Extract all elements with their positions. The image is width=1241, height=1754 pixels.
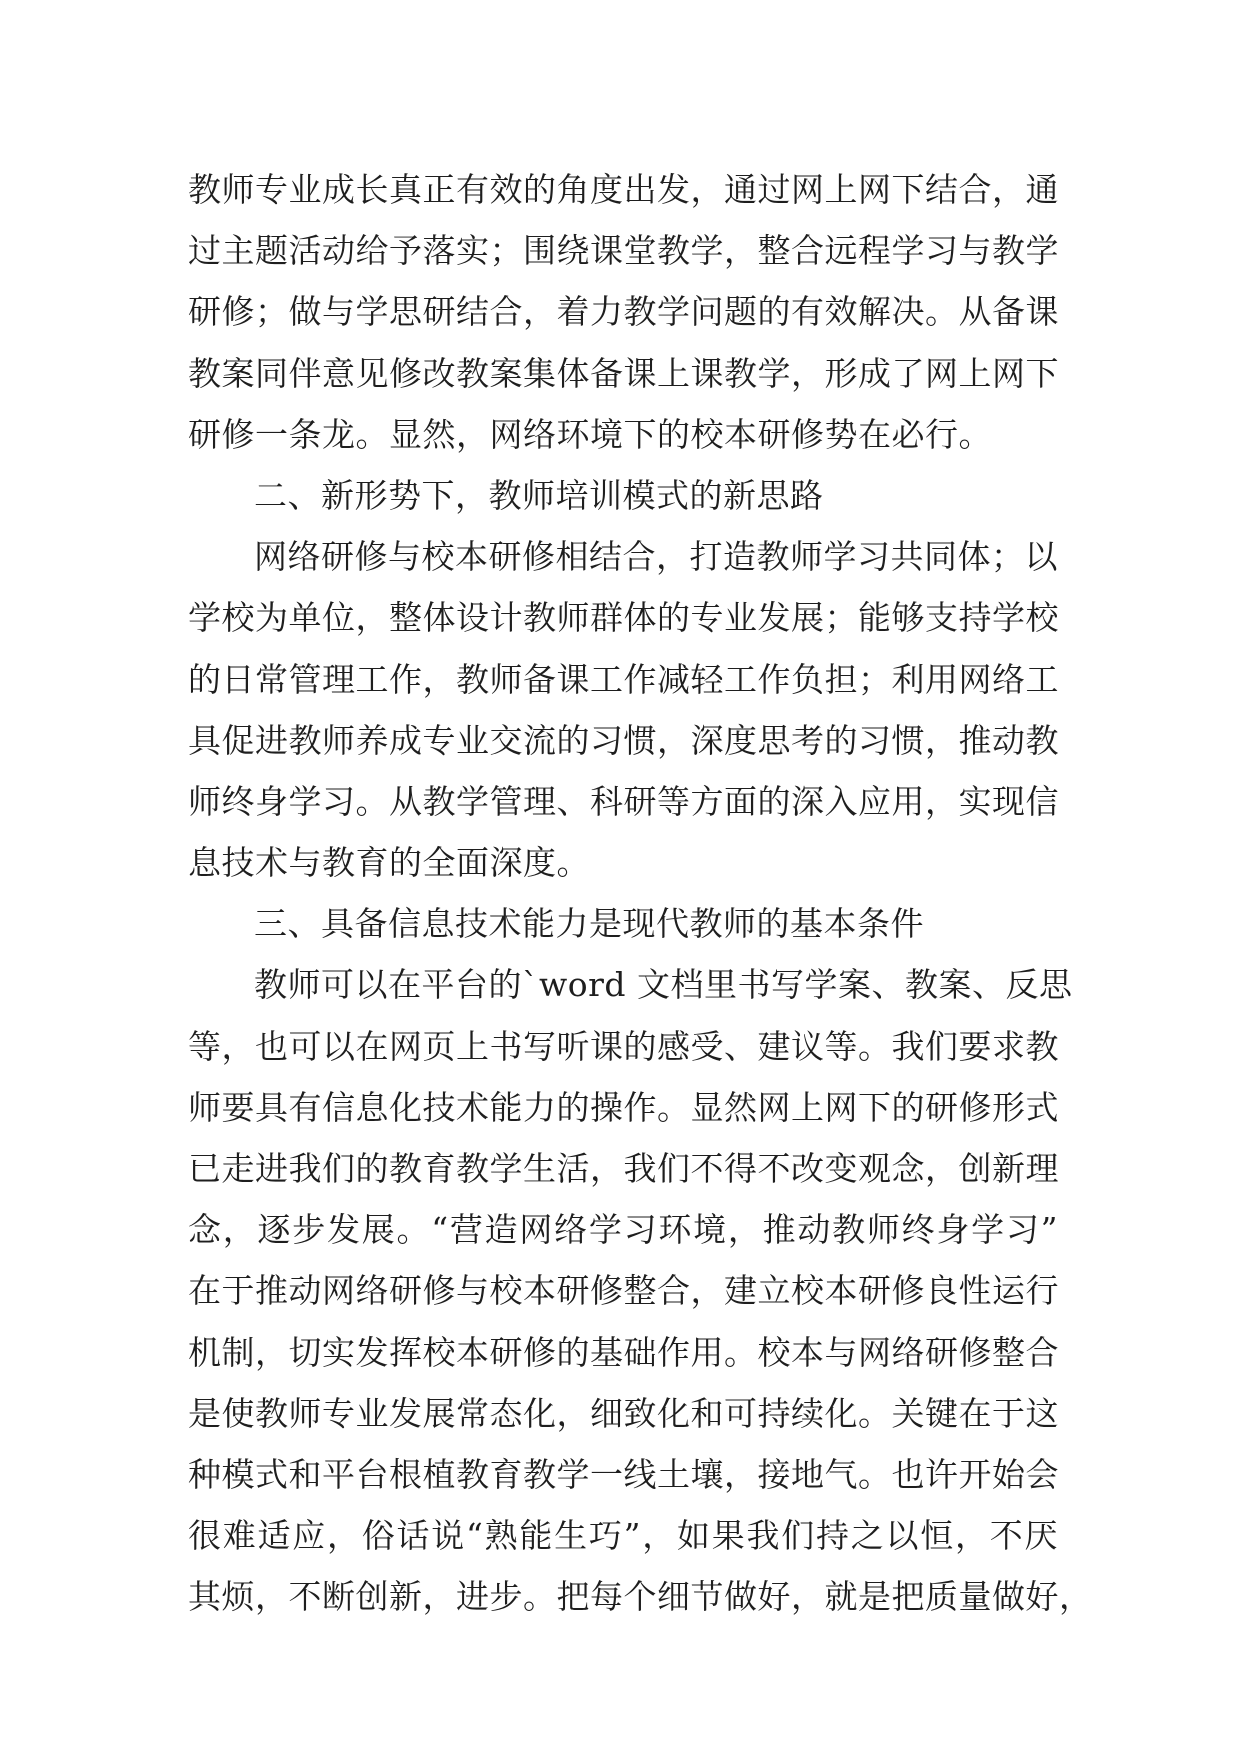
paragraph-line: 过主题活动给予落实；围绕课堂教学，整合远程学习与教学 [188, 231, 1059, 271]
document-body [188, 159, 1093, 1628]
paragraph-line: 机制，切实发挥校本研修的基础作用。校本与网络研修整合 [188, 1332, 1059, 1372]
paragraph-line: 很难适应，俗话说“熟能生巧”，如果我们持之以恒，不厌 [188, 1516, 1058, 1556]
paragraph-line: 在于推动网络研修与校本研修整合，建立校本研修良性运行 [188, 1271, 1059, 1311]
paragraph-line: 念，逐步发展。“营造网络学习环境，推动教师终身学习” [188, 1210, 1058, 1250]
section-heading-3: 三、具备信息技术能力是现代教师的基本条件 [254, 904, 924, 944]
paragraph-line: 师终身学习。从教学管理、科研等方面的深入应用，实现信 [188, 781, 1059, 821]
paragraph-line: 师要具有信息化技术能力的操作。显然网上网下的研修形式 [188, 1087, 1059, 1127]
paragraph-line: 具促进教师养成专业交流的习惯，深度思考的习惯，推动教 [188, 720, 1059, 760]
paragraph-line: 研修；做与学思研结合，着力教学问题的有效解决。从备课 [188, 292, 1059, 332]
paragraph-line: 教案同伴意见修改教案集体备课上课教学，形成了网上网下 [188, 353, 1059, 393]
paragraph-line: 种模式和平台根植教育教学一线土壤，接地气。也许开始会 [188, 1454, 1059, 1494]
paragraph-line: 是使教师专业发展常态化，细致化和可持续化。关键在于这 [188, 1393, 1059, 1433]
paragraph-line: 的日常管理工作，教师备课工作减轻工作负担；利用网络工 [188, 659, 1059, 699]
paragraph-line: 已走进我们的教育教学生活，我们不得不改变观念，创新理 [188, 1149, 1059, 1188]
paragraph-line: 网络研修与校本研修相结合，打造教师学习共同体；以 [254, 537, 1058, 577]
paragraph-line: 学校为单位，整体设计教师群体的专业发展；能够支持学校 [188, 598, 1059, 638]
paragraph-line: 教师可以在平台的`word 文档里书写学案、教案、反思 [254, 965, 1073, 1005]
section-heading-2: 二、新形势下，教师培训模式的新思路 [254, 475, 824, 515]
paragraph-line: 等，也可以在网页上书写听课的感受、建议等。我们要求教 [188, 1026, 1059, 1066]
paragraph-line: 研修一条龙。显然，网络环境下的校本研修势在必行。 [188, 414, 992, 454]
paragraph-line: 其烦，不断创新，进步。把每个细节做好，就是把质量做好， [188, 1577, 1093, 1617]
paragraph-line: 教师专业成长真正有效的角度出发，通过网上网下结合，通 [188, 170, 1059, 209]
paragraph-line: 息技术与教育的全面深度。 [188, 843, 590, 883]
